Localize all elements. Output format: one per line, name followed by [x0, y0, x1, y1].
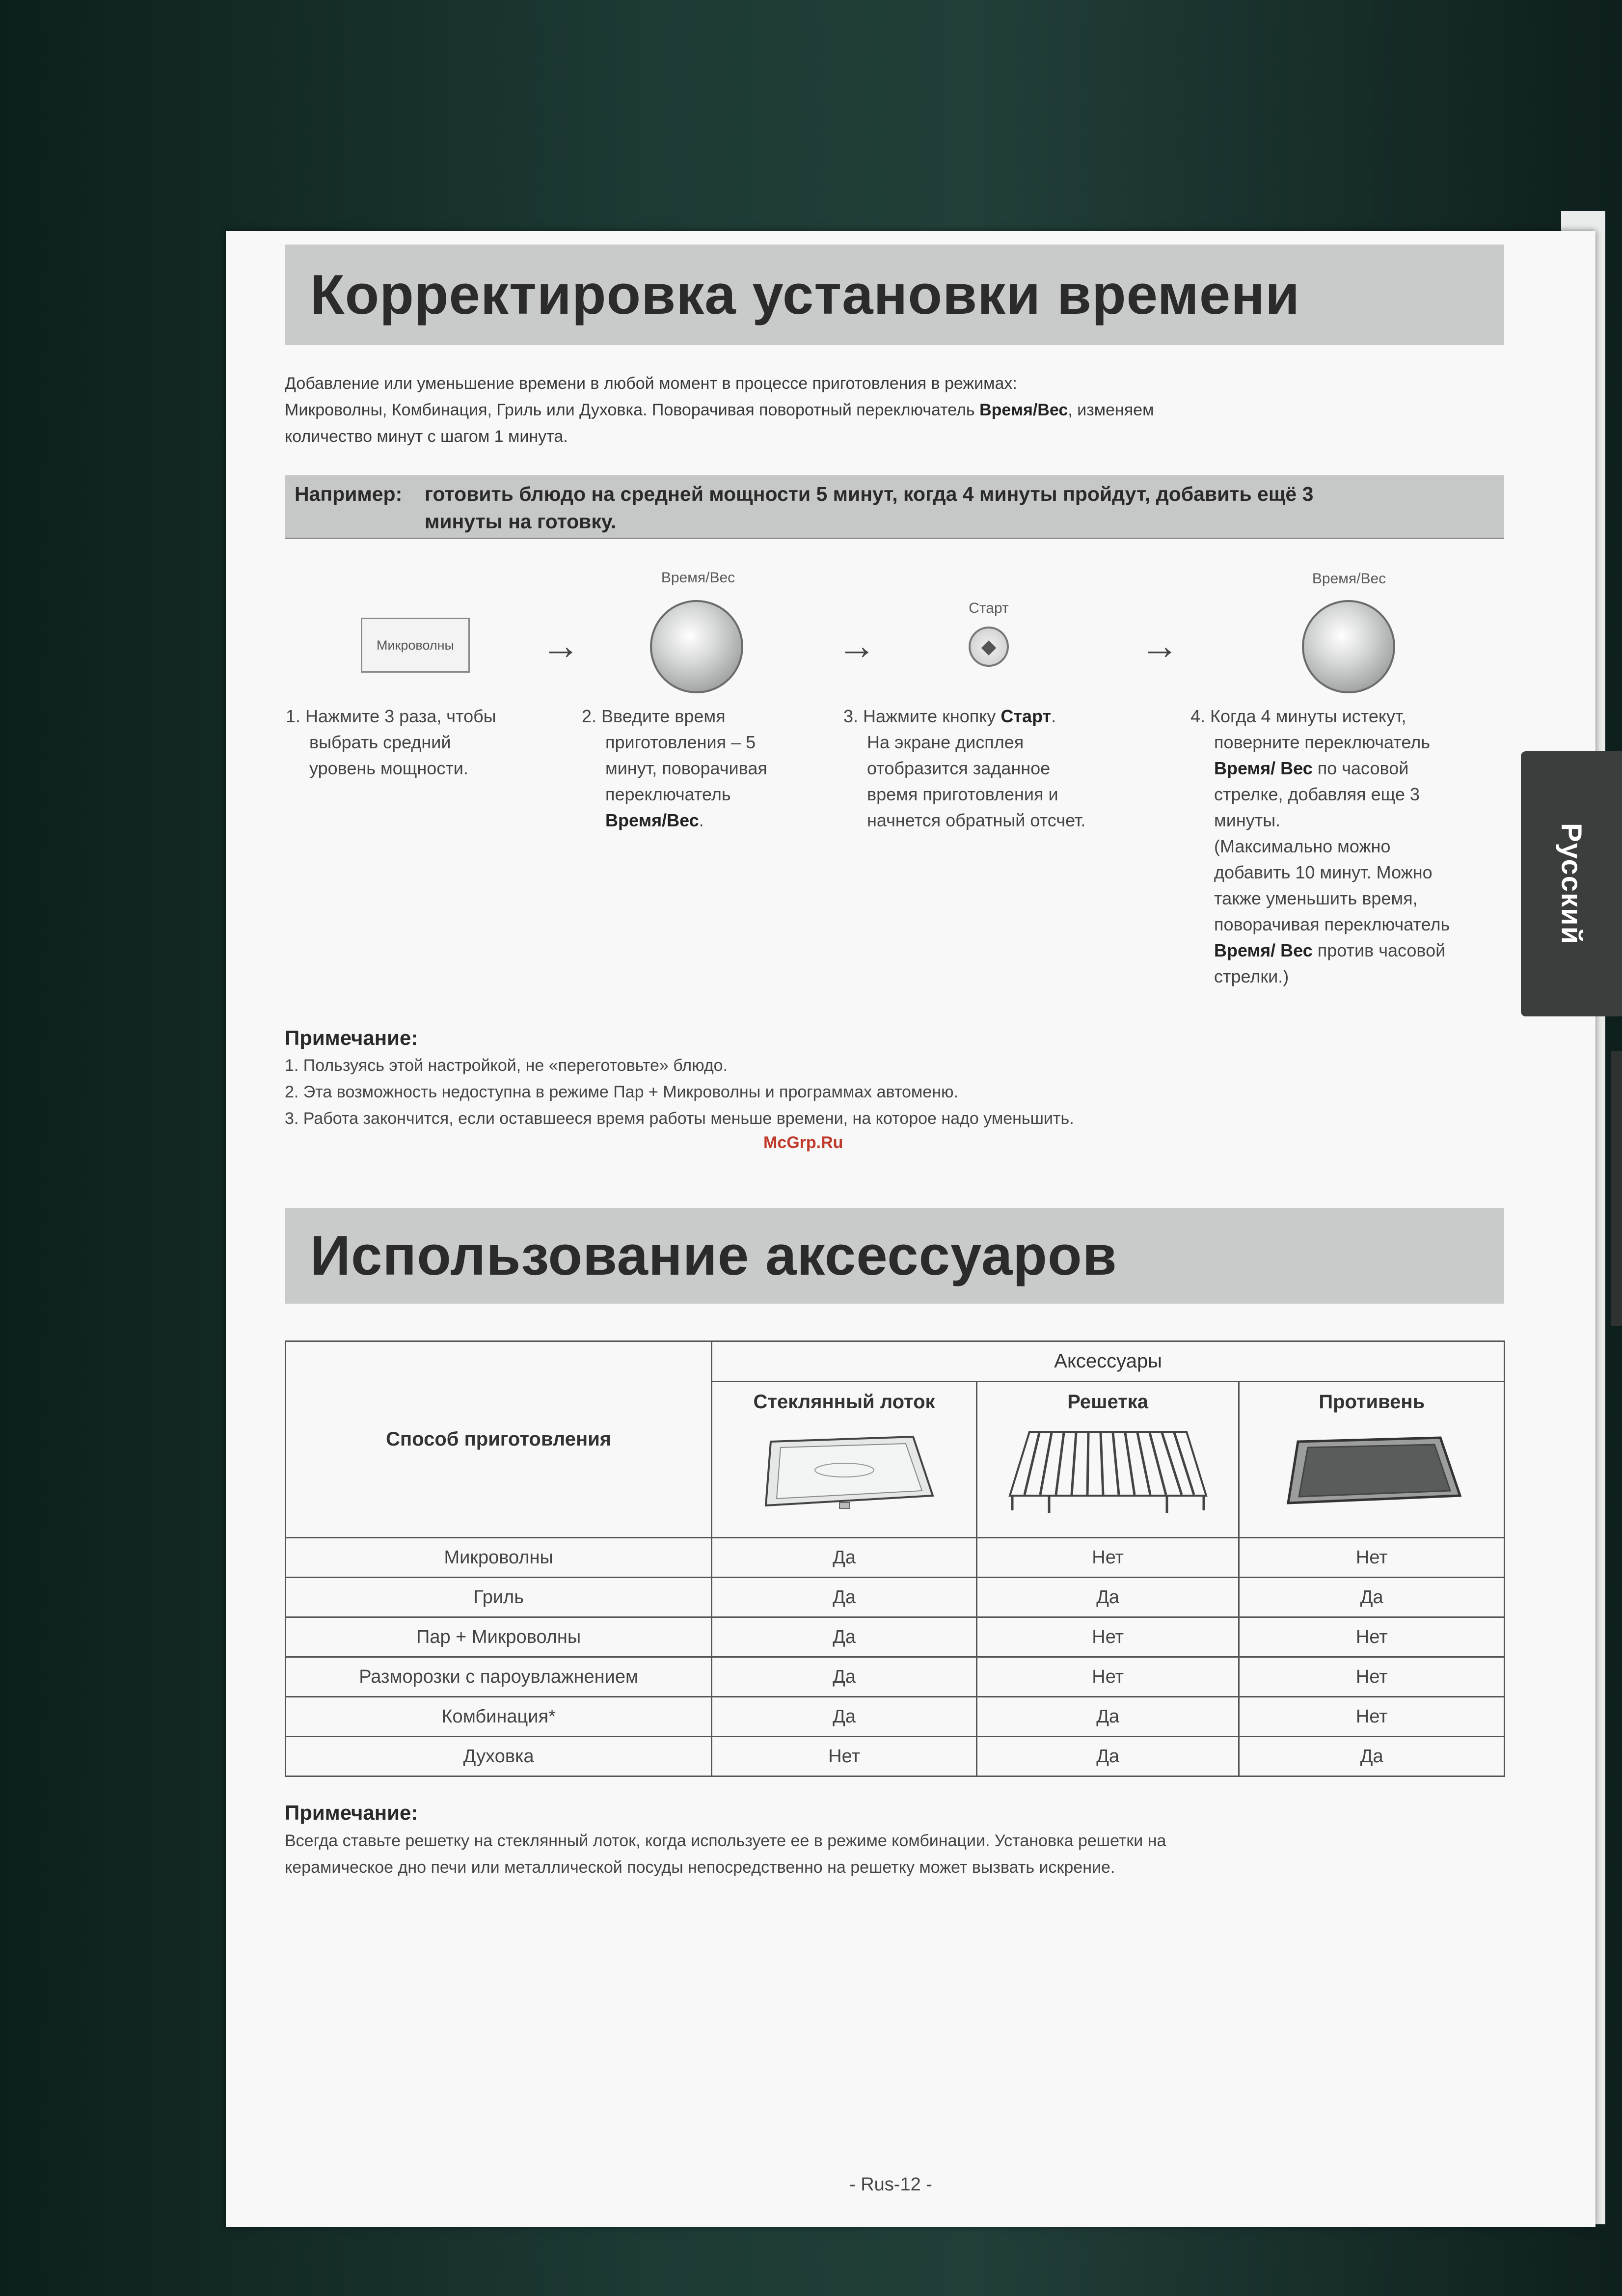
step-bold: Время/ Вес [1214, 758, 1313, 778]
column-label: Решетка [1067, 1391, 1149, 1413]
page-edge-strip [1611, 1051, 1622, 1326]
step-text: 3. Нажмите кнопку [843, 706, 1001, 726]
example-text: готовить блюдо на средней мощности 5 минут, когда 4 минуты пройдут, добавить ещё 3 [425, 483, 1314, 505]
value-cell: Нет [976, 1617, 1239, 1657]
step-text: против часовой [1312, 940, 1446, 960]
watermark: McGrp.Ru [763, 1133, 843, 1152]
arrow-icon: → [1140, 624, 1179, 667]
example-text: минуты на готовку. [425, 510, 617, 533]
column-rack [976, 1382, 1239, 1538]
step-text: также уменьшить время, [1214, 888, 1418, 908]
knob-label: Время/Вес [661, 570, 735, 586]
step-text: 1. Нажмите 3 раза, чтобы [286, 706, 496, 726]
step-text: начнется обратный отсчет. [867, 810, 1086, 830]
step-bold: Время/Вес [605, 810, 699, 830]
section-heading-accessories [285, 1208, 1504, 1304]
step-text: выбрать средний [309, 732, 451, 752]
section-heading-time [285, 245, 1504, 345]
column-baking-tray [1239, 1382, 1505, 1538]
step-text: время приготовления и [867, 784, 1058, 804]
value-cell: Нет [712, 1737, 977, 1777]
intro-bold: Время/Вес [979, 401, 1068, 419]
step-2 [582, 703, 827, 833]
value-cell: Да [976, 1737, 1239, 1777]
value-cell: Нет [1239, 1617, 1505, 1657]
value-cell: Да [976, 1578, 1239, 1617]
value-cell: Да [976, 1697, 1239, 1737]
step-text: по часовой [1312, 758, 1409, 778]
intro-text-part: , изменяем [1068, 401, 1154, 419]
step-text: переключатель [605, 784, 731, 804]
intro-line: количество минут с шагом 1 минута. [285, 427, 568, 446]
note-item: 2. Эта возможность недоступна в режиме Пар + Микроволны и программах автоменю. [285, 1083, 958, 1101]
step-text: добавить 10 минут. Можно [1214, 862, 1433, 882]
value-cell: Нет [1239, 1538, 1505, 1578]
note-line: Всегда ставьте решетку на стеклянный лоток, когда используете ее в режиме комбинации. Установка решетки на [285, 1831, 1166, 1850]
step-1 [286, 703, 561, 781]
method-cell: Гриль [286, 1578, 712, 1617]
step-text: минуты. [1214, 810, 1281, 830]
step-text: стрелке, добавляя еще 3 [1214, 784, 1420, 804]
arrow-icon: → [541, 624, 580, 667]
step-text: . [699, 810, 704, 830]
microwave-button [361, 618, 470, 673]
value-cell: Да [712, 1697, 977, 1737]
intro-text [285, 370, 1154, 450]
table-row [286, 1578, 1505, 1617]
value-cell: Нет [976, 1657, 1239, 1697]
step-text: (Максимально можно [1214, 836, 1391, 856]
accessories-header: Аксессуары [712, 1341, 1505, 1382]
rack-icon [1000, 1422, 1216, 1520]
step-3 [843, 703, 1158, 833]
start-label: Старт [969, 600, 1009, 616]
value-cell: Нет [1239, 1697, 1505, 1737]
section-title: Корректировка установки времени [310, 264, 1300, 326]
time-weight-knob-icon [650, 600, 743, 693]
glass-tray-icon [751, 1422, 938, 1515]
example-box [285, 475, 1504, 539]
note-item: 3. Работа закончится, если оставшееся время работы меньше времени, на которое надо уменьшить. [285, 1109, 1074, 1128]
note-item: 1. Пользуясь этой настройкой, не «переготовьте» блюдо. [285, 1056, 728, 1075]
method-cell: Разморозки с пароувлажнением [286, 1657, 712, 1697]
value-cell: Да [712, 1657, 977, 1697]
step-text: стрелки.) [1214, 966, 1289, 986]
method-cell: Микроволны [286, 1538, 712, 1578]
table-row [286, 1617, 1505, 1657]
table-row [286, 1657, 1505, 1697]
step-text: поворачивая переключатель [1214, 914, 1450, 934]
step-text: 4. Когда 4 минуты истекут, [1190, 706, 1406, 726]
note-list [285, 1052, 1074, 1132]
table-header-row [286, 1341, 1505, 1382]
step-text: отобразится заданное [867, 758, 1051, 778]
step-4 [1190, 703, 1529, 989]
value-cell: Да [712, 1538, 977, 1578]
column-label: Противень [1319, 1391, 1425, 1413]
step-text: . [1051, 706, 1056, 726]
note-text [285, 1828, 1166, 1881]
language-tab [1521, 751, 1622, 1016]
value-cell: Да [712, 1578, 977, 1617]
step-bold: Время/ Вес [1214, 940, 1313, 960]
intro-line [285, 397, 1154, 423]
step-text: На экране дисплея [867, 732, 1024, 752]
value-cell: Да [1239, 1737, 1505, 1777]
arrow-icon: → [837, 624, 876, 667]
intro-line: Добавление или уменьшение времени в любой момент в процессе приготовления в режимах: [285, 374, 1017, 393]
step-text: 2. Введите время [582, 706, 726, 726]
knob-label: Время/Вес [1312, 571, 1386, 587]
method-cell: Пар + Микроволны [286, 1617, 712, 1657]
language-tab-label: Русский [1555, 822, 1588, 945]
note-title: Примечание: [285, 1801, 418, 1824]
step-text: приготовления – 5 [605, 732, 756, 752]
section-title: Использование аксессуаров [310, 1225, 1117, 1287]
note-title: Примечание: [285, 1026, 418, 1049]
table-row [286, 1697, 1505, 1737]
accessories-table [285, 1340, 1505, 1777]
method-cell: Духовка [286, 1737, 712, 1777]
value-cell: Да [712, 1617, 977, 1657]
start-button-icon: ◆ [969, 627, 1009, 667]
step-text: минут, поворачивая [605, 758, 767, 778]
method-cell: Комбинация* [286, 1697, 712, 1737]
example-label: Например: [295, 483, 403, 505]
column-label: Стеклянный лоток [753, 1391, 935, 1413]
time-weight-knob-icon [1302, 600, 1395, 693]
value-cell: Нет [1239, 1657, 1505, 1697]
page-number: - Rus-12 - [849, 2174, 932, 2195]
value-cell: Да [1239, 1578, 1505, 1617]
step-text: уровень мощности. [309, 758, 468, 778]
note-line: керамическое дно печи или металлической посуды непосредственно на решетку может вызвать искрение. [285, 1858, 1115, 1877]
column-glass-tray [712, 1382, 977, 1538]
step-text: поверните переключатель [1214, 732, 1430, 752]
step-bold: Старт [1000, 706, 1052, 726]
baking-tray-icon [1278, 1422, 1465, 1515]
table-row [286, 1737, 1505, 1777]
method-header: Способ приготовления [286, 1341, 712, 1538]
value-cell: Нет [976, 1538, 1239, 1578]
table-row [286, 1538, 1505, 1578]
intro-text-part: Микроволны, Комбинация, Гриль или Духовка. Поворачивая поворотный переключатель [285, 401, 980, 419]
microwave-button-label: Микроволны [377, 637, 454, 653]
